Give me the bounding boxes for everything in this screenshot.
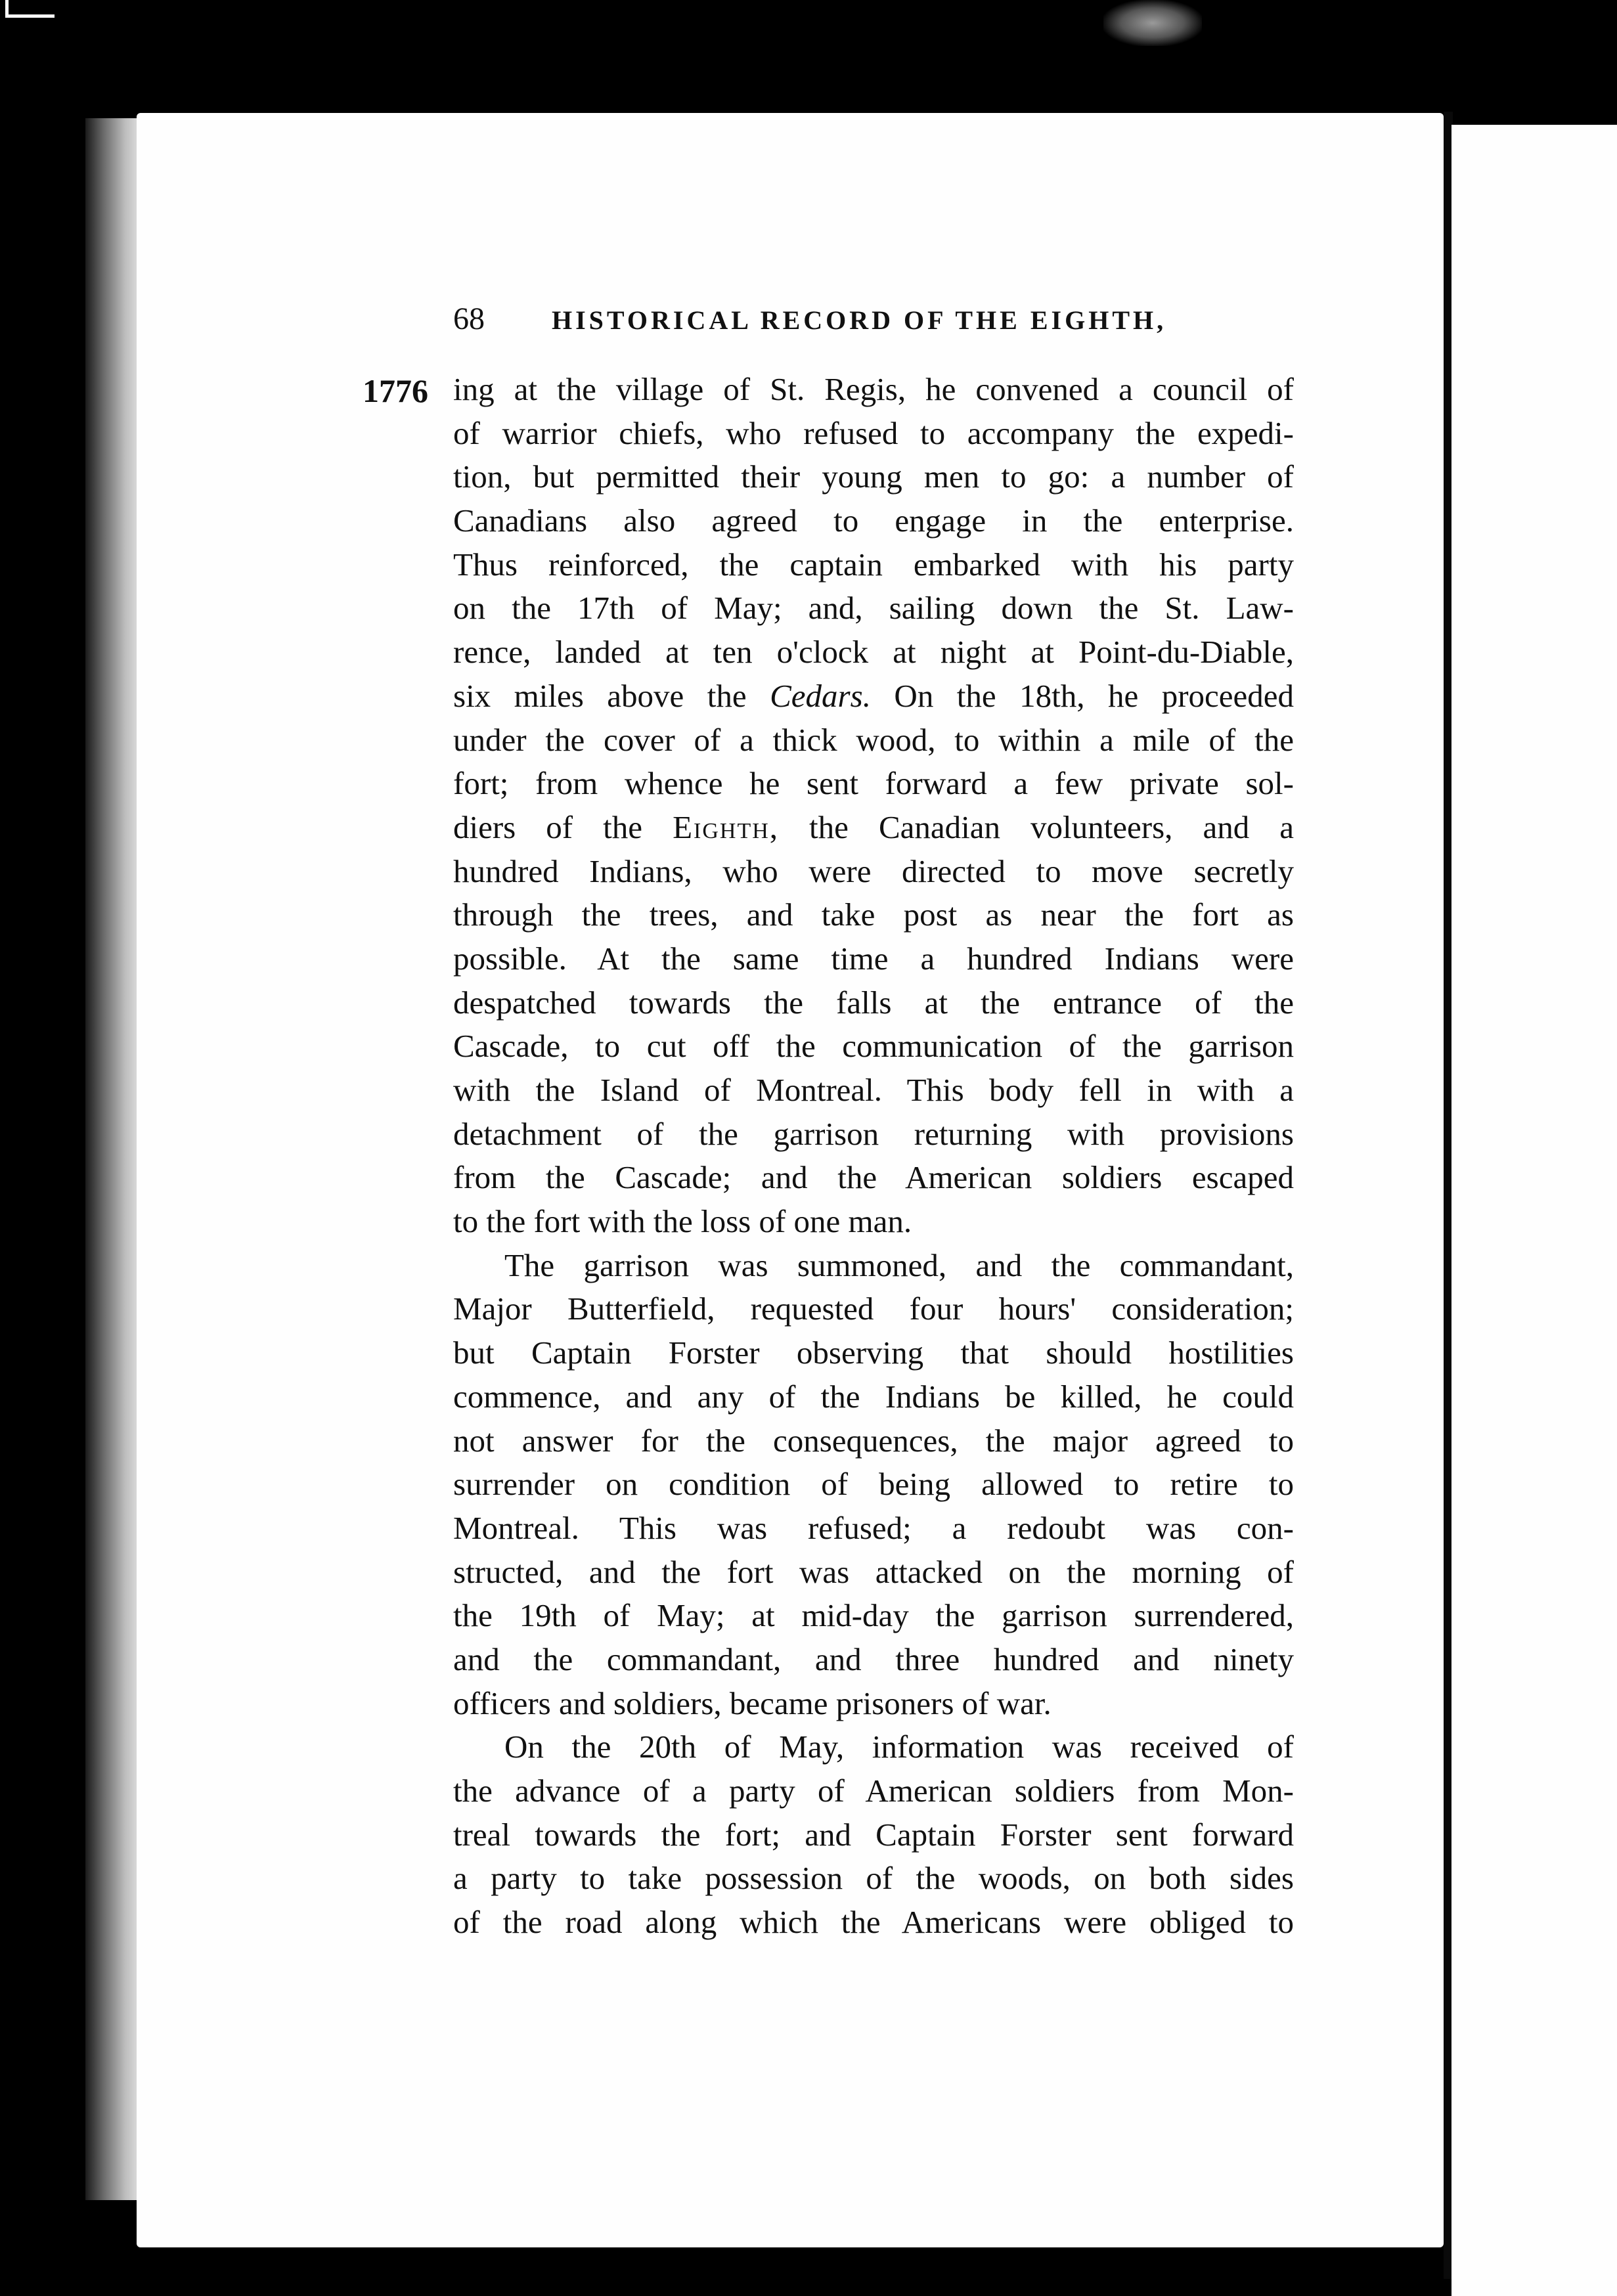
- text-line: The garrison was summoned, and the commandant,: [504, 1247, 1294, 1283]
- scan-corner-mark: [5, 0, 55, 18]
- text-line: ing at the village of St. Regis, he convened a council of: [453, 371, 1294, 407]
- text-line: hundred Indians, who were directed to move secretly: [453, 852, 1294, 889]
- text-line: commence, and any of the Indians be killed, he could: [453, 1378, 1294, 1415]
- text-line: Thus reinforced, the captain embarked with his party: [453, 546, 1294, 583]
- text-line: through the trees, and take post as near the fort as: [453, 896, 1294, 933]
- text-line: but Captain Forster observing that should hostilities: [453, 1335, 1294, 1371]
- text-line: fort; from whence he sent forward a few private sol-: [453, 765, 1294, 802]
- text-line: officers and soldiers, became prisoners of war.: [453, 1685, 1052, 1721]
- text-line: treal towards the fort; and Captain Forster sent forward: [453, 1816, 1294, 1853]
- text-line: surrender on condition of being allowed to retire to: [453, 1466, 1294, 1503]
- text-line: of the road along which the Americans were obliged to: [453, 1904, 1294, 1941]
- text-line: detachment of the garrison returning with provisions: [453, 1115, 1294, 1152]
- text-segment: six miles above the: [453, 677, 747, 714]
- running-head: [453, 301, 1320, 347]
- text-line: [453, 674, 1294, 718]
- text-line: and the commandant, and three hundred and ninety: [453, 1641, 1294, 1677]
- text-line: despatched towards the falls at the entrance of the: [453, 984, 1294, 1021]
- italic-place-name: Cedars.: [770, 677, 871, 714]
- running-head-title: HISTORICAL RECORD OF THE EIGHTH,: [552, 305, 1167, 335]
- page-number: 68: [453, 301, 485, 336]
- text-line: Cascade, to cut off the communication of the garrison: [453, 1028, 1294, 1065]
- text-line: not answer for the consequences, the major agreed to: [453, 1422, 1294, 1459]
- smallcaps-regiment: Eighth,: [673, 808, 780, 845]
- text-line: Montreal. This was refused; a redoubt was con-: [453, 1509, 1294, 1546]
- text-segment: diers of the: [453, 808, 643, 845]
- text-segment: On the 18th, he proceeded: [870, 677, 1295, 714]
- text-line: the 19th of May; at mid-day the garrison surrendered,: [453, 1597, 1294, 1634]
- margin-year: 1776: [363, 372, 428, 409]
- text-line: possible. At the same time a hundred Indians were: [453, 940, 1294, 977]
- text-segment: the Canadian volunteers, and a: [779, 808, 1295, 845]
- text-line: under the cover of a thick wood, to within a mile of the: [453, 721, 1294, 758]
- text-line: of warrior chiefs, who refused to accompany the expedi-: [453, 414, 1294, 451]
- text-line: [453, 806, 1294, 850]
- text-line: to the fort with the loss of one man.: [453, 1203, 912, 1240]
- text-line: Major Butterfield, requested four hours' consideration;: [453, 1291, 1294, 1327]
- body-text: [453, 368, 1294, 1945]
- facing-page: [1451, 125, 1617, 2296]
- text-line: structed, and the fort was attacked on the morning of: [453, 1553, 1294, 1590]
- text-line: with the Island of Montreal. This body fell in with a: [453, 1072, 1294, 1108]
- text-line: Canadians also agreed to engage in the enterprise.: [453, 502, 1294, 539]
- text-line: on the 17th of May; and, sailing down the St. Law-: [453, 590, 1294, 627]
- text-line: a party to take possession of the woods, on both sides: [453, 1860, 1294, 1897]
- text-line: the advance of a party of American soldiers from Mon-: [453, 1773, 1294, 1809]
- text-line: from the Cascade; and the American soldiers escaped: [453, 1159, 1294, 1196]
- text-line: On the 20th of May, information was received of: [504, 1729, 1294, 1765]
- text-line: tion, but permitted their young men to go: a number of: [453, 458, 1294, 495]
- text-line: rence, landed at ten o'clock at night at Point-du-Diable,: [453, 634, 1294, 671]
- paper-scrap: [1103, 0, 1202, 46]
